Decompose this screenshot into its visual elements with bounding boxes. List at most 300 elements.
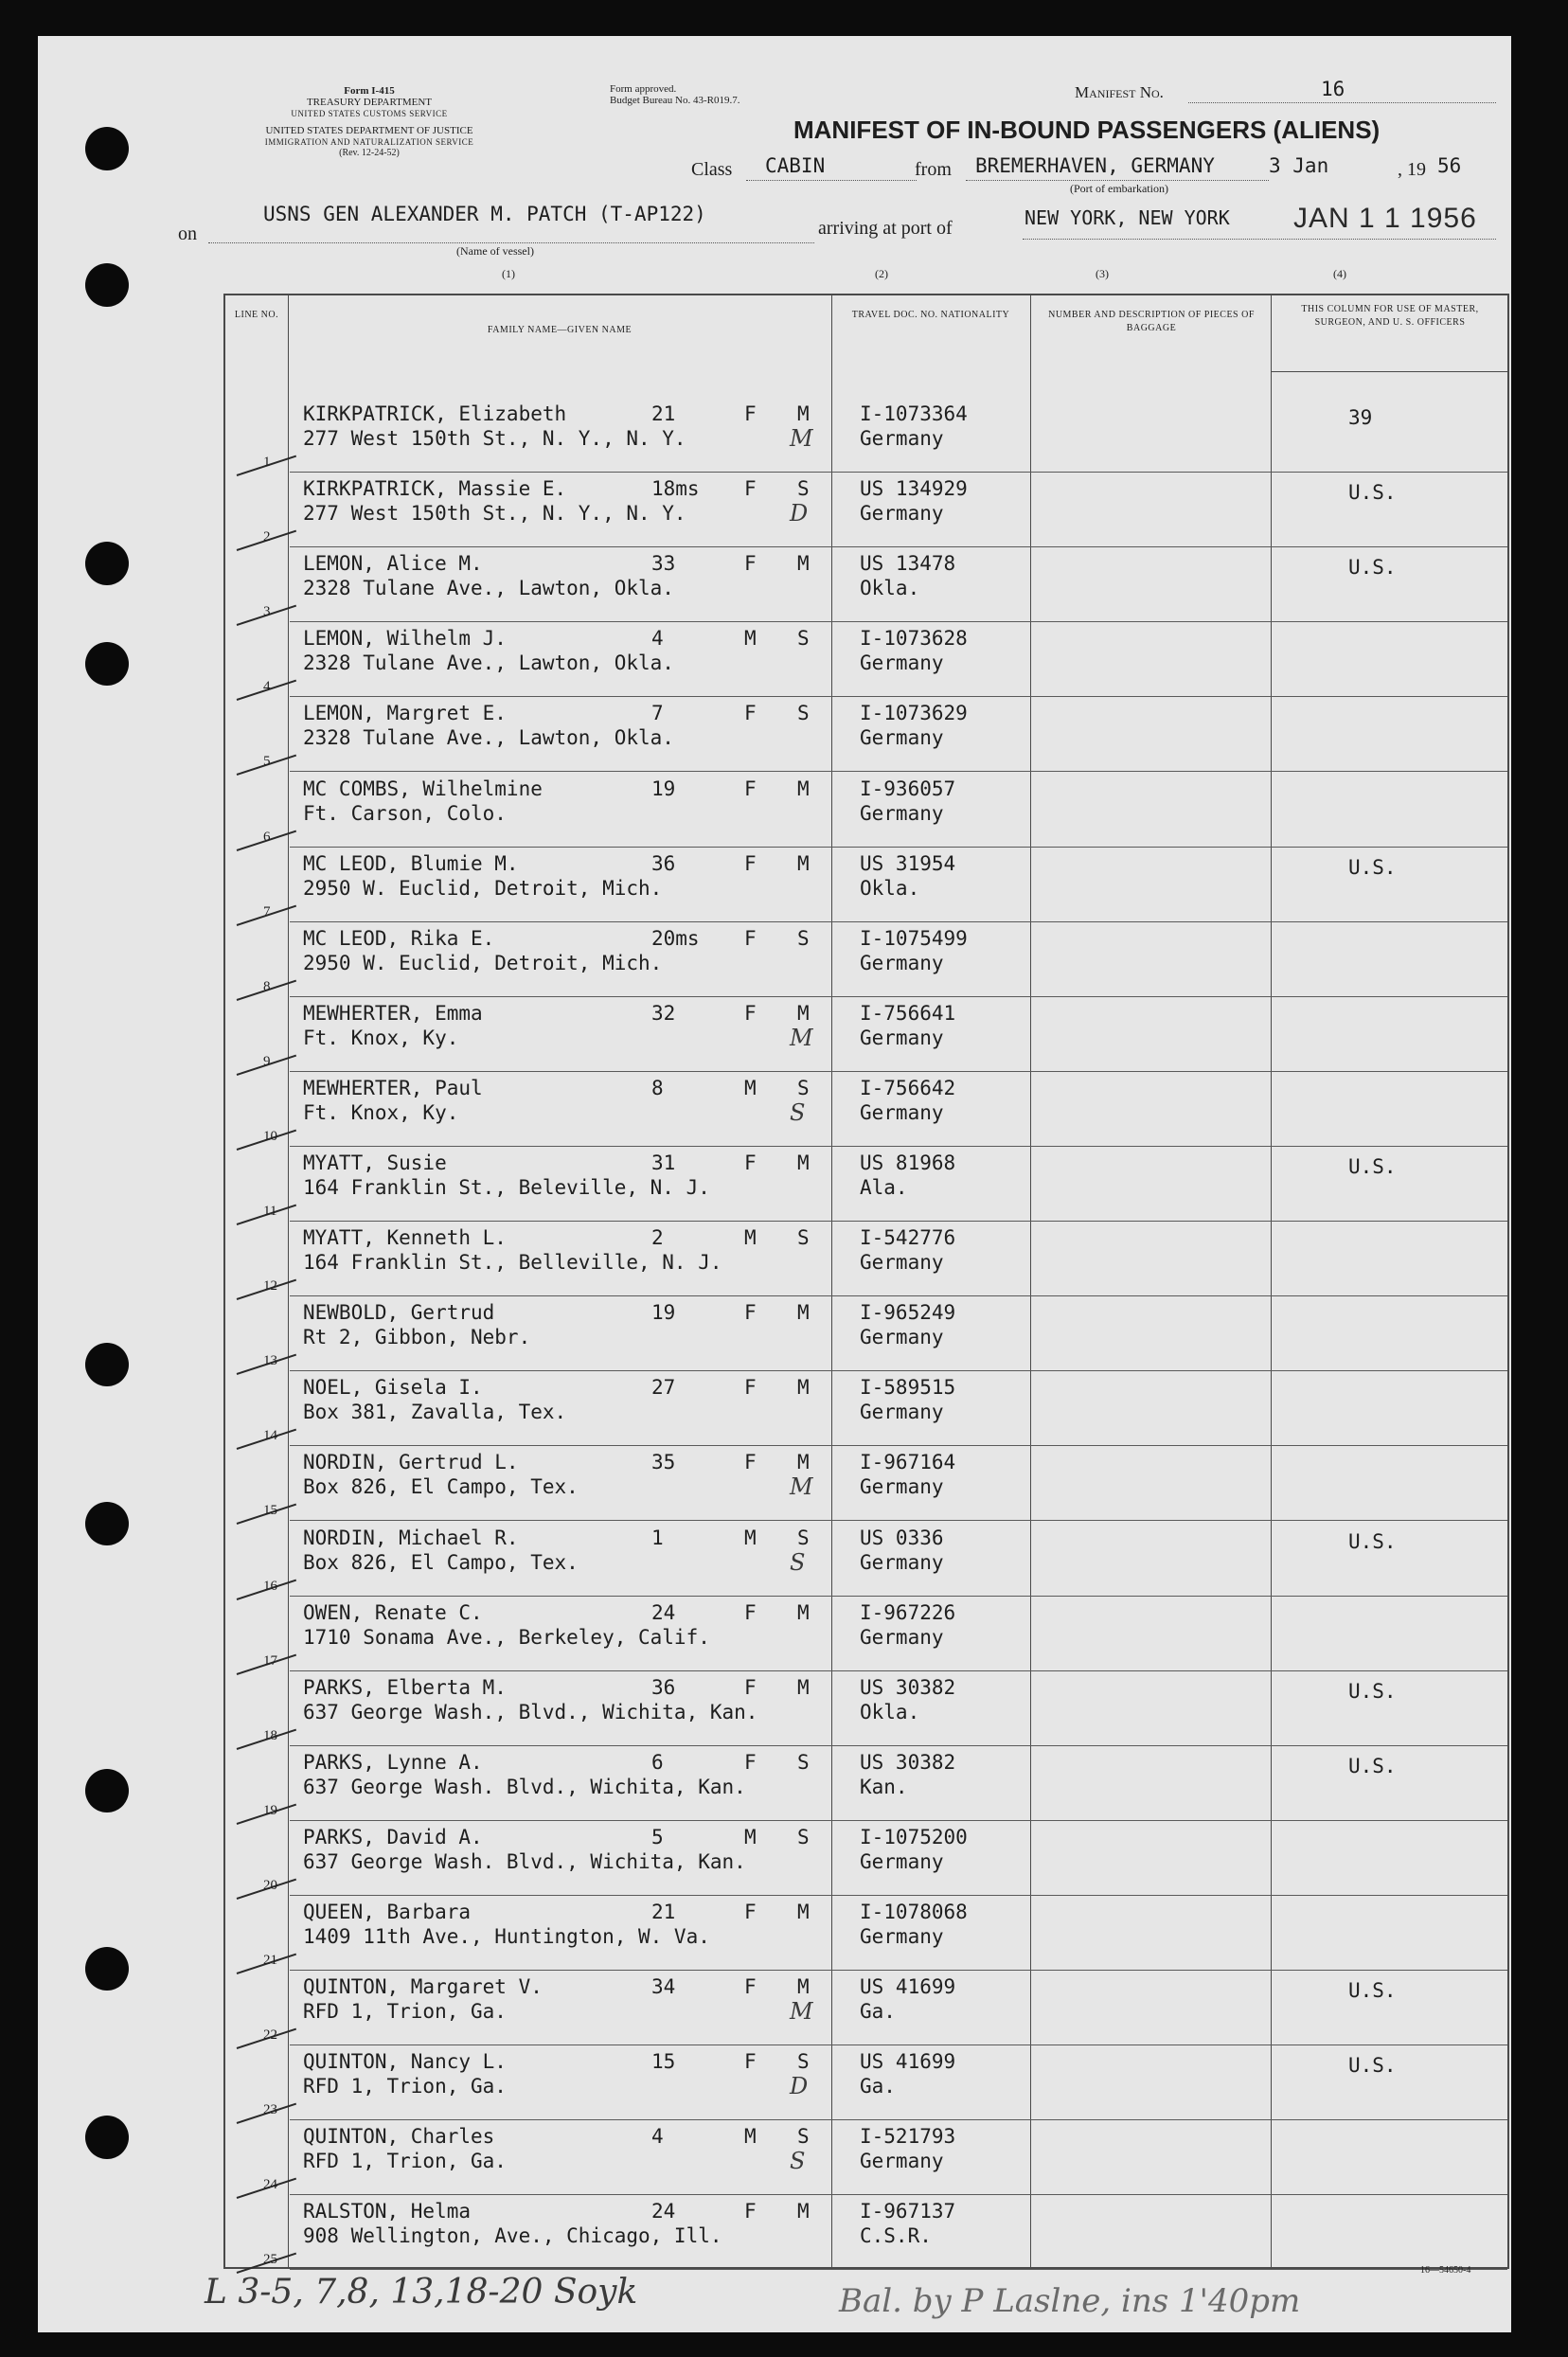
nationality: Germany bbox=[860, 502, 944, 526]
table-row bbox=[225, 2195, 1507, 2270]
travel-doc-number: I-542776 bbox=[860, 1226, 956, 1250]
passenger-name: RALSTON, Helma bbox=[303, 2200, 472, 2223]
travel-doc-number: I-967137 bbox=[860, 2200, 956, 2223]
passenger-age: 33 bbox=[651, 552, 676, 576]
line-number: 10 bbox=[263, 1128, 277, 1144]
officer-note: 39 bbox=[1348, 406, 1373, 429]
arrival-port: NEW YORK, NEW YORK bbox=[1025, 206, 1230, 229]
passenger-name: MC COMBS, Wilhelmine bbox=[303, 777, 543, 800]
passenger-sex: F bbox=[744, 851, 757, 875]
passenger-name: MEWHERTER, Paul bbox=[303, 1076, 483, 1099]
ins-service: IMMIGRATION AND NATURALIZATION SERVICE bbox=[264, 137, 474, 147]
travel-doc-number: US 31954 bbox=[860, 851, 956, 875]
line-number: 22 bbox=[263, 2027, 277, 2044]
nationality: Germany bbox=[860, 1401, 944, 1424]
travel-doc-number: I-1073364 bbox=[860, 402, 968, 425]
officer-note: U.S. bbox=[1348, 1529, 1397, 1553]
passenger-sex: F bbox=[744, 1901, 757, 1923]
passenger-name: LEMON, Wilhelm J. bbox=[303, 627, 507, 651]
table-row bbox=[225, 1446, 1507, 1521]
col-num-3: (3) bbox=[1096, 267, 1109, 280]
table-row bbox=[225, 473, 1507, 547]
nationality: C.S.R. bbox=[860, 2224, 932, 2248]
passenger-sex: F bbox=[744, 1975, 757, 1999]
vessel-caption: (Name of vessel) bbox=[456, 244, 534, 258]
passenger-address: 2328 Tulane Ave., Lawton, Okla. bbox=[303, 577, 674, 600]
line-number: 7 bbox=[263, 903, 271, 920]
form-number: Form I-415 bbox=[344, 85, 395, 97]
passenger-age: 18ms bbox=[651, 477, 700, 501]
passenger-sex: F bbox=[744, 1600, 757, 1624]
travel-doc-number: I-589515 bbox=[860, 1376, 956, 1400]
marital-status: S bbox=[797, 1076, 810, 1099]
table-row bbox=[225, 1971, 1507, 2045]
col-num-2: (2) bbox=[875, 267, 888, 280]
travel-doc-number: US 81968 bbox=[860, 1152, 956, 1174]
passenger-sex: M bbox=[744, 1825, 757, 1848]
marital-status: S bbox=[797, 1526, 810, 1549]
passenger-name: PARKS, Lynne A. bbox=[303, 1750, 483, 1774]
passenger-address: Ft. Carson, Colo. bbox=[303, 801, 507, 825]
header-travel-doc: TRAVEL DOC. NO. NATIONALITY bbox=[851, 310, 1010, 320]
agency-block bbox=[180, 85, 559, 159]
travel-doc-number: I-1073629 bbox=[860, 702, 968, 725]
officer-note: U.S. bbox=[1348, 1155, 1397, 1178]
travel-doc-number: US 134929 bbox=[860, 477, 968, 501]
passenger-name: KIRKPATRICK, Massie E. bbox=[303, 477, 567, 501]
passenger-age: 6 bbox=[651, 1750, 664, 1774]
class-line bbox=[746, 180, 917, 181]
table-row bbox=[225, 2120, 1507, 2195]
passenger-name: MC LEOD, Rika E. bbox=[303, 926, 495, 950]
passenger-name: NOEL, Gisela I. bbox=[303, 1376, 483, 1400]
binder-hole bbox=[85, 263, 129, 307]
passenger-sex: M bbox=[744, 627, 757, 651]
officer-note: U.S. bbox=[1348, 855, 1397, 879]
travel-doc-number: US 41699 bbox=[860, 2050, 956, 2074]
passenger-address: 164 Franklin St., Belleville, N. J. bbox=[303, 1251, 722, 1275]
table-row bbox=[225, 1522, 1507, 1597]
customs-service: UNITED STATES CUSTOMS SERVICE bbox=[291, 109, 448, 118]
marital-status: M bbox=[797, 1975, 810, 1999]
table-row bbox=[225, 398, 1507, 473]
justice-dept: UNITED STATES DEPARTMENT OF JUSTICE bbox=[265, 125, 473, 136]
table-row bbox=[225, 1371, 1507, 1446]
travel-doc-number: I-967164 bbox=[860, 1451, 956, 1474]
passenger-age: 7 bbox=[651, 702, 664, 725]
nationality: Ga. bbox=[860, 2075, 896, 2098]
binder-hole bbox=[85, 1947, 129, 1991]
marital-status: M bbox=[797, 1675, 810, 1699]
passenger-age: 4 bbox=[651, 627, 664, 651]
arrival-stamp: JAN 1 1 1956 bbox=[1293, 203, 1477, 234]
passenger-age: 21 bbox=[651, 402, 676, 425]
travel-doc-number: I-1075499 bbox=[860, 926, 968, 950]
marital-status: S bbox=[797, 1825, 810, 1848]
revision-date: (Rev. 12-24-52) bbox=[339, 148, 400, 158]
nationality: Germany bbox=[860, 2150, 944, 2173]
passenger-age: 4 bbox=[651, 2125, 664, 2149]
nationality: Germany bbox=[860, 951, 944, 974]
marital-status-handwritten: S bbox=[790, 2148, 806, 2175]
class-value: CABIN bbox=[765, 154, 826, 177]
passenger-table bbox=[223, 294, 1509, 2269]
marital-status: M bbox=[797, 1901, 810, 1923]
travel-doc-number: US 41699 bbox=[860, 1975, 956, 1999]
marital-status: M bbox=[797, 851, 810, 875]
passenger-sex: F bbox=[744, 1750, 757, 1774]
marital-status: S bbox=[797, 627, 810, 651]
table-row bbox=[225, 1821, 1507, 1896]
passenger-address: 1710 Sonama Ave., Berkeley, Calif. bbox=[303, 1625, 710, 1649]
marital-status-handwritten: D bbox=[790, 500, 809, 527]
print-code: 16—54650-4 bbox=[1420, 2265, 1471, 2276]
passenger-sex: M bbox=[744, 1226, 757, 1250]
passenger-sex: F bbox=[744, 1675, 757, 1699]
approved-text: Form approved. bbox=[610, 83, 677, 95]
passenger-name: MYATT, Susie bbox=[303, 1152, 447, 1174]
passenger-name: PARKS, Elberta M. bbox=[303, 1675, 507, 1699]
vessel-name: USNS GEN ALEXANDER M. PATCH (T-AP122) bbox=[263, 203, 706, 225]
passenger-sex: F bbox=[744, 702, 757, 725]
form-approval bbox=[610, 83, 739, 106]
officer-note: U.S. bbox=[1348, 1979, 1397, 2003]
line-number: 19 bbox=[263, 1802, 277, 1818]
handwritten-annotation-right: Bal. by P Laslne, ins 1'40pm bbox=[839, 2282, 1301, 2320]
marital-status-handwritten: M bbox=[790, 425, 813, 452]
passenger-sex: F bbox=[744, 1376, 757, 1400]
passenger-age: 5 bbox=[651, 1825, 664, 1848]
table-row bbox=[225, 1222, 1507, 1296]
table-row bbox=[225, 547, 1507, 622]
manifest-no-line bbox=[1188, 102, 1496, 103]
arrival-line bbox=[1023, 239, 1496, 240]
officer-note: U.S. bbox=[1348, 1679, 1397, 1703]
from-label: from bbox=[915, 159, 952, 180]
passenger-age: 35 bbox=[651, 1451, 676, 1474]
passenger-name: NORDIN, Gertrud L. bbox=[303, 1451, 519, 1474]
table-row bbox=[225, 922, 1507, 997]
col-num-1: (1) bbox=[502, 267, 515, 280]
table-row bbox=[225, 1896, 1507, 1971]
line-number: 23 bbox=[263, 2102, 277, 2118]
passenger-age: 21 bbox=[651, 1901, 676, 1923]
table-row bbox=[225, 1746, 1507, 1821]
travel-doc-number: I-521793 bbox=[860, 2125, 956, 2149]
passenger-name: MYATT, Kenneth L. bbox=[303, 1226, 507, 1250]
passenger-sex: F bbox=[744, 1001, 757, 1025]
binder-hole bbox=[85, 2116, 129, 2159]
passenger-address: 2950 W. Euclid, Detroit, Mich. bbox=[303, 876, 663, 900]
year-prefix: , 19 bbox=[1398, 159, 1426, 180]
travel-doc-number: I-1075200 bbox=[860, 1825, 968, 1848]
line-number: 4 bbox=[263, 679, 271, 695]
binder-hole bbox=[85, 542, 129, 585]
header-name: FAMILY NAME—GIVEN NAME bbox=[487, 325, 633, 335]
marital-status: M bbox=[797, 1600, 810, 1624]
passenger-address: 637 George Wash. Blvd., Wichita, Kan. bbox=[303, 1849, 746, 1873]
passenger-address: 637 George Wash., Blvd., Wichita, Kan. bbox=[303, 1700, 758, 1723]
passenger-age: 19 bbox=[651, 1301, 676, 1325]
travel-doc-number: I-967226 bbox=[860, 1600, 956, 1624]
row-divider bbox=[290, 2269, 1507, 2270]
passenger-address: Rt 2, Gibbon, Nebr. bbox=[303, 1326, 531, 1349]
passenger-sex: F bbox=[744, 402, 757, 425]
passenger-name: OWEN, Renate C. bbox=[303, 1600, 483, 1624]
binder-hole bbox=[85, 1769, 129, 1812]
passenger-sex: F bbox=[744, 1152, 757, 1174]
travel-doc-number: I-756642 bbox=[860, 1076, 956, 1099]
line-number: 17 bbox=[263, 1652, 277, 1669]
passenger-address: 1409 11th Ave., Huntington, W. Va. bbox=[303, 1925, 710, 1948]
header-officers: THIS COLUMN FOR USE OF MASTER, SURGEON, AND U. S. OFFICERS bbox=[1301, 304, 1479, 328]
class-label: Class bbox=[691, 159, 733, 180]
passenger-name: MEWHERTER, Emma bbox=[303, 1001, 483, 1025]
nationality: Germany bbox=[860, 1326, 944, 1349]
vessel-line bbox=[208, 242, 814, 243]
passenger-sex: F bbox=[744, 2050, 757, 2074]
passenger-age: 31 bbox=[651, 1152, 676, 1174]
passenger-address: Ft. Knox, Ky. bbox=[303, 1100, 459, 1124]
passenger-age: 1 bbox=[651, 1526, 664, 1549]
passenger-sex: F bbox=[744, 777, 757, 800]
passenger-address: 277 West 150th St., N. Y., N. Y. bbox=[303, 427, 686, 450]
nationality: Germany bbox=[860, 1625, 944, 1649]
nationality: Germany bbox=[860, 1849, 944, 1873]
manifest-no-label: Manifest No. bbox=[1075, 83, 1164, 101]
arriving-label: arriving at port of bbox=[818, 218, 953, 239]
travel-doc-number: US 30382 bbox=[860, 1675, 956, 1699]
passenger-address: 2328 Tulane Ave., Lawton, Okla. bbox=[303, 652, 674, 675]
binder-hole bbox=[85, 642, 129, 686]
nationality: Okla. bbox=[860, 1700, 920, 1723]
passenger-name: LEMON, Alice M. bbox=[303, 552, 483, 576]
passenger-age: 27 bbox=[651, 1376, 676, 1400]
travel-doc-number: I-965249 bbox=[860, 1301, 956, 1325]
nationality: Germany bbox=[860, 1100, 944, 1124]
passenger-address: Box 381, Zavalla, Tex. bbox=[303, 1401, 567, 1424]
travel-doc-number: US 13478 bbox=[860, 552, 956, 576]
embark-port: BREMERHAVEN, GERMANY bbox=[975, 154, 1215, 177]
marital-status: M bbox=[797, 1301, 810, 1325]
passenger-sex: F bbox=[744, 1301, 757, 1325]
table-row bbox=[225, 1597, 1507, 1671]
manifest-page bbox=[38, 36, 1511, 2332]
line-number: 9 bbox=[263, 1053, 271, 1069]
line-number: 16 bbox=[263, 1578, 277, 1594]
passenger-address: 277 West 150th St., N. Y., N. Y. bbox=[303, 502, 686, 526]
table-row bbox=[225, 997, 1507, 1072]
passenger-address: 908 Wellington, Ave., Chicago, Ill. bbox=[303, 2224, 722, 2248]
line-number: 2 bbox=[263, 529, 271, 545]
marital-status-handwritten: S bbox=[790, 1098, 806, 1126]
line-number: 12 bbox=[263, 1278, 277, 1295]
binder-hole bbox=[85, 127, 129, 170]
passenger-sex: F bbox=[744, 926, 757, 950]
marital-status-handwritten: D bbox=[790, 2073, 809, 2100]
table-row bbox=[225, 2045, 1507, 2120]
marital-status: S bbox=[797, 702, 810, 725]
treasury-dept: TREASURY DEPARTMENT bbox=[306, 97, 433, 108]
handwritten-annotation-left: L 3-5, 7,8, 13,18-20 Soyk bbox=[205, 2273, 638, 2312]
nationality: Ala. bbox=[860, 1176, 908, 1199]
marital-status: S bbox=[797, 1226, 810, 1250]
nationality: Okla. bbox=[860, 876, 920, 900]
nationality: Germany bbox=[860, 1475, 944, 1499]
passenger-name: NORDIN, Michael R. bbox=[303, 1526, 519, 1549]
line-number: 1 bbox=[263, 455, 271, 471]
passenger-name: QUINTON, Nancy L. bbox=[303, 2050, 507, 2074]
officer-note: U.S. bbox=[1348, 2054, 1397, 2078]
line-number: 6 bbox=[263, 829, 271, 845]
line-number: 15 bbox=[263, 1503, 277, 1519]
passenger-address: RFD 1, Trion, Ga. bbox=[303, 2075, 507, 2098]
table-row bbox=[225, 1072, 1507, 1147]
passenger-name: QUEEN, Barbara bbox=[303, 1901, 472, 1923]
table-row bbox=[225, 622, 1507, 697]
travel-doc-number: I-1078068 bbox=[860, 1901, 968, 1923]
header-rule bbox=[1271, 371, 1507, 372]
passenger-address: 2950 W. Euclid, Detroit, Mich. bbox=[303, 951, 663, 974]
nationality: Germany bbox=[860, 1925, 944, 1948]
passenger-age: 8 bbox=[651, 1076, 664, 1099]
line-number: 18 bbox=[263, 1727, 277, 1743]
form-title: MANIFEST OF IN-BOUND PASSENGERS (ALIENS) bbox=[793, 116, 1381, 144]
on-label: on bbox=[178, 223, 197, 244]
marital-status: S bbox=[797, 477, 810, 501]
line-number: 3 bbox=[263, 604, 271, 620]
line-number: 14 bbox=[263, 1428, 277, 1444]
embark-date: 3 Jan bbox=[1269, 154, 1329, 177]
marital-status: M bbox=[797, 1152, 810, 1174]
travel-doc-number: I-1073628 bbox=[860, 627, 968, 651]
nationality: Ga. bbox=[860, 2000, 896, 2024]
passenger-sex: F bbox=[744, 477, 757, 501]
marital-status: S bbox=[797, 2125, 810, 2149]
table-row bbox=[225, 1296, 1507, 1371]
passenger-sex: F bbox=[744, 552, 757, 576]
nationality: Okla. bbox=[860, 577, 920, 600]
officer-note: U.S. bbox=[1348, 1754, 1397, 1777]
col-num-4: (4) bbox=[1333, 267, 1346, 280]
marital-status: M bbox=[797, 552, 810, 576]
passenger-age: 24 bbox=[651, 1600, 676, 1624]
table-row bbox=[225, 848, 1507, 922]
manifest-no-value: 16 bbox=[1321, 78, 1345, 100]
line-number: 20 bbox=[263, 1877, 277, 1893]
marital-status-handwritten: M bbox=[790, 1024, 813, 1051]
passenger-sex: M bbox=[744, 2125, 757, 2149]
line-number: 11 bbox=[263, 1204, 277, 1220]
officer-note: U.S. bbox=[1348, 481, 1397, 505]
marital-status-handwritten: M bbox=[790, 1473, 813, 1501]
passenger-name: LEMON, Margret E. bbox=[303, 702, 507, 725]
line-number: 13 bbox=[263, 1353, 277, 1369]
marital-status-handwritten: S bbox=[790, 1548, 806, 1576]
passenger-age: 36 bbox=[651, 1675, 676, 1699]
nationality: Germany bbox=[860, 427, 944, 450]
header-baggage: NUMBER AND DESCRIPTION OF PIECES OF BAGGAGE bbox=[1048, 310, 1255, 333]
nationality: Kan. bbox=[860, 1775, 908, 1798]
passenger-age: 19 bbox=[651, 777, 676, 800]
marital-status: M bbox=[797, 1451, 810, 1474]
passenger-sex: M bbox=[744, 1076, 757, 1099]
marital-status: S bbox=[797, 926, 810, 950]
passenger-address: 2328 Tulane Ave., Lawton, Okla. bbox=[303, 726, 674, 750]
travel-doc-number: I-936057 bbox=[860, 777, 956, 800]
passenger-sex: F bbox=[744, 1451, 757, 1474]
line-number: 21 bbox=[263, 1953, 277, 1969]
marital-status: S bbox=[797, 1750, 810, 1774]
passenger-name: NEWBOLD, Gertrud bbox=[303, 1301, 495, 1325]
table-row bbox=[225, 697, 1507, 772]
passenger-sex: M bbox=[744, 1526, 757, 1549]
passenger-age: 2 bbox=[651, 1226, 664, 1250]
passenger-age: 34 bbox=[651, 1975, 676, 1999]
passenger-sex: F bbox=[744, 2200, 757, 2223]
year-suffix: 56 bbox=[1437, 154, 1462, 177]
line-number: 25 bbox=[263, 2252, 277, 2268]
nationality: Germany bbox=[860, 1550, 944, 1574]
travel-doc-number: US 30382 bbox=[860, 1750, 956, 1774]
marital-status: M bbox=[797, 1376, 810, 1400]
table-row bbox=[225, 1671, 1507, 1746]
passenger-name: PARKS, David A. bbox=[303, 1825, 483, 1848]
passenger-address: RFD 1, Trion, Ga. bbox=[303, 2150, 507, 2173]
passenger-age: 32 bbox=[651, 1001, 676, 1025]
passenger-name: QUINTON, Charles bbox=[303, 2125, 495, 2149]
passenger-name: KIRKPATRICK, Elizabeth bbox=[303, 402, 567, 425]
header-line-no: LINE NO. bbox=[234, 310, 279, 320]
marital-status: M bbox=[797, 1001, 810, 1025]
table-row bbox=[225, 1147, 1507, 1222]
line-number: 24 bbox=[263, 2177, 277, 2193]
travel-doc-number: I-756641 bbox=[860, 1001, 956, 1025]
officer-note: U.S. bbox=[1348, 556, 1397, 580]
marital-status: S bbox=[797, 2050, 810, 2074]
travel-doc-number: US 0336 bbox=[860, 1526, 944, 1549]
marital-status: M bbox=[797, 2200, 810, 2223]
marital-status: M bbox=[797, 777, 810, 800]
nationality: Germany bbox=[860, 801, 944, 825]
line-number: 5 bbox=[263, 754, 271, 770]
from-line bbox=[966, 180, 1269, 181]
nationality: Germany bbox=[860, 652, 944, 675]
marital-status-handwritten: M bbox=[790, 1998, 813, 2026]
passenger-address: Box 826, El Campo, Tex. bbox=[303, 1475, 579, 1499]
marital-status: M bbox=[797, 402, 810, 425]
table-row bbox=[225, 773, 1507, 848]
nationality: Germany bbox=[860, 1251, 944, 1275]
passenger-address: Ft. Knox, Ky. bbox=[303, 1026, 459, 1049]
passenger-address: RFD 1, Trion, Ga. bbox=[303, 2000, 507, 2024]
passenger-age: 15 bbox=[651, 2050, 676, 2074]
line-number: 8 bbox=[263, 978, 271, 994]
binder-hole bbox=[85, 1502, 129, 1545]
nationality: Germany bbox=[860, 726, 944, 750]
passenger-age: 36 bbox=[651, 851, 676, 875]
nationality: Germany bbox=[860, 1026, 944, 1049]
passenger-age: 20ms bbox=[651, 926, 700, 950]
passenger-name: QUINTON, Margaret V. bbox=[303, 1975, 543, 1999]
passenger-age: 24 bbox=[651, 2200, 676, 2223]
passenger-address: 637 George Wash. Blvd., Wichita, Kan. bbox=[303, 1775, 746, 1798]
binder-hole bbox=[85, 1343, 129, 1386]
budget-bureau: Budget Bureau No. 43-R019.7. bbox=[610, 95, 740, 106]
passenger-address: Box 826, El Campo, Tex. bbox=[303, 1550, 579, 1574]
passenger-name: MC LEOD, Blumie M. bbox=[303, 851, 519, 875]
passenger-address: 164 Franklin St., Beleville, N. J. bbox=[303, 1176, 710, 1199]
